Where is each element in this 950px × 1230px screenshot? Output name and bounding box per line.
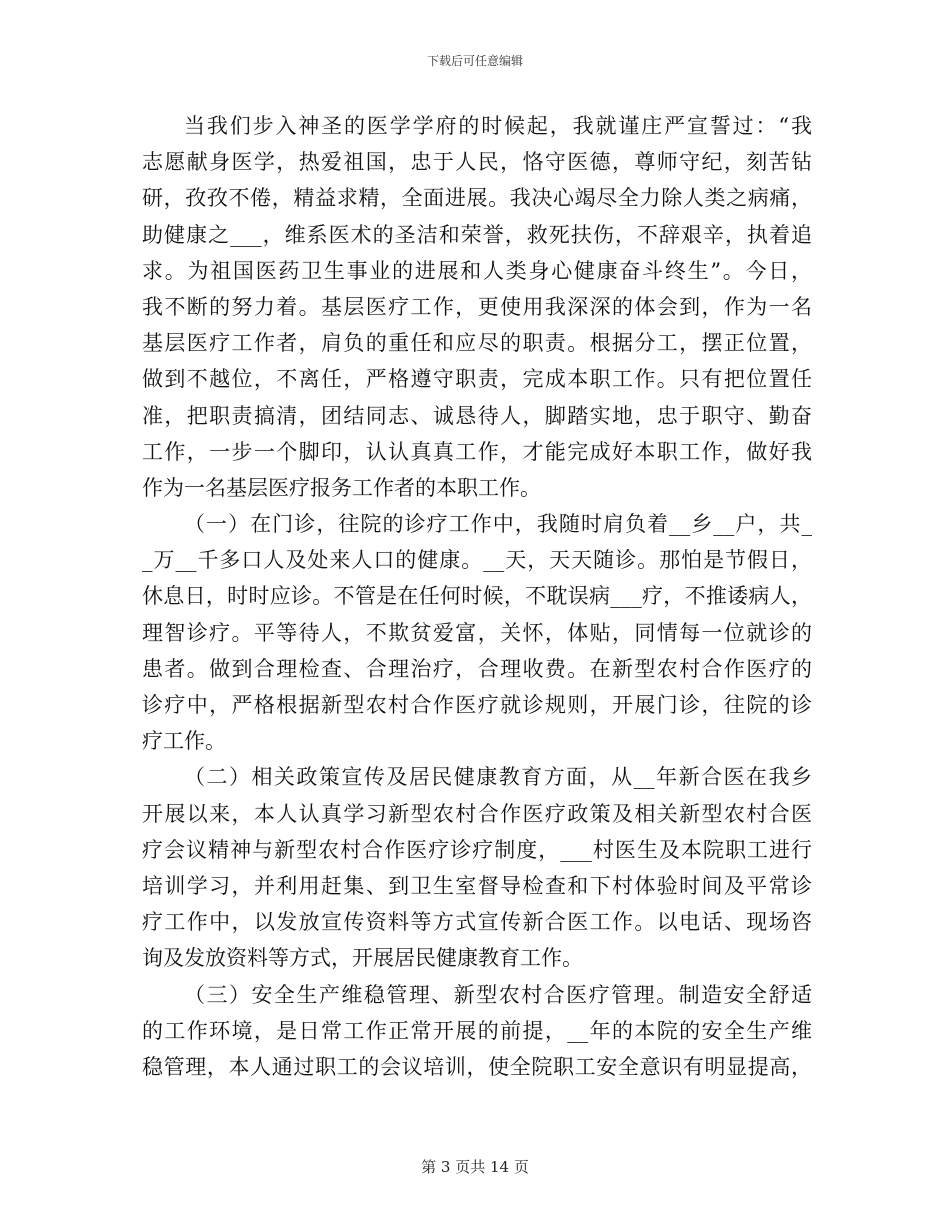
text-line: 理智诊疗。平等待人，不欺贫爱富，关怀，体贴，同情每一位就诊的 <box>142 620 812 645</box>
text-line: 疗工作。 <box>142 729 226 754</box>
text-line: 助健康之___，维系医术的圣洁和荣誉，救死扶伤，不辞艰辛，执着追 <box>142 222 812 247</box>
text-line: 作为一名基层医疗报务工作者的本职工作。 <box>142 475 541 500</box>
paragraph <box>142 108 812 506</box>
text-line: 基层医疗工作者，肩负的重任和应尽的职责。根据分工，摆正位置， <box>142 331 812 356</box>
page-header: 下载后可任意编辑 <box>426 54 523 68</box>
text-line: 研，孜孜不倦，精益求精，全面进展。我决心竭尽全力除人类之病痛， <box>142 186 812 211</box>
paragraph <box>142 759 812 976</box>
paragraph <box>142 506 812 759</box>
text-line: 开展以来，本人认真学习新型农村合作医疗政策及相关新型农村合医 <box>142 801 812 826</box>
text-line: 疗会议精神与新型农村合作医疗诊疗制度，___村医生及本院职工进行 <box>142 837 812 862</box>
text-line: 当我们步入神圣的医学学府的时候起，我就谨庄严宣誓过：“我 <box>184 114 812 138</box>
text-line: 志愿献身医学，热爱祖国，忠于人民，恪守医德，尊师守纪，刻苦钻 <box>142 150 812 175</box>
text-line: 休息日，时时应诊。不管是在任何时候，不耽误病___疗，不推诿病人， <box>142 584 812 609</box>
text-line: 诊疗中，严格根据新型农村合作医疗就诊规则，开展门诊，往院的诊 <box>142 693 812 717</box>
text-line: 准，把职责搞清，团结同志、诚恳待人，脚踏实地，忠于职守、勤奋 <box>142 403 812 428</box>
text-line: 求。为祖国医药卫生事业的进展和人类身心健康奋斗终生”。今日， <box>142 258 812 283</box>
text-line: 工作，一步一个脚印，认认真真工作，才能完成好本职工作，做好我 <box>142 439 812 464</box>
text-line: 我不断的努力着。基层医疗工作，更使用我深深的体会到，作为一名 <box>142 294 812 319</box>
text-line: 培训学习，并利用赶集、到卫生室督导检查和下村体验时间及平常诊 <box>142 873 812 898</box>
text-line: 做到不越位，不离任，严格遵守职责，完成本职工作。只有把位置任 <box>142 367 812 392</box>
text-line: 的工作环境，是日常工作正常开展的前提，__年的本院的安全生产维 <box>142 1018 812 1043</box>
document-body <box>142 108 812 1085</box>
text-line: （一）在门诊，往院的诊疗工作中，我随时肩负着__乡__户，共_ <box>184 512 812 537</box>
text-line: 患者。做到合理检查、合理治疗，合理收费。在新型农村合作医疗的 <box>142 656 812 681</box>
text-line: 稳管理，本人通过职工的会议培训，使全院职工安全意识有明显提高， <box>142 1054 812 1079</box>
text-line: 询及发放资料等方式，开展居民健康教育工作。 <box>142 946 583 971</box>
paragraph <box>142 977 812 1086</box>
page-number-footer: 第 3 页共 14 页 <box>421 1158 529 1176</box>
text-line: （二）相关政策宣传及居民健康教育方面，从__年新合医在我乡 <box>184 765 812 790</box>
text-line: （三）安全生产维稳管理、新型农村合医疗管理。制造安全舒适 <box>184 982 812 1007</box>
text-line: 疗工作中，以发放宣传资料等方式宣传新合医工作。以电话、现场咨 <box>142 910 812 935</box>
text-line: _万__千多口人及处来人口的健康。__天，天天随诊。那怕是节假日， <box>142 548 812 573</box>
